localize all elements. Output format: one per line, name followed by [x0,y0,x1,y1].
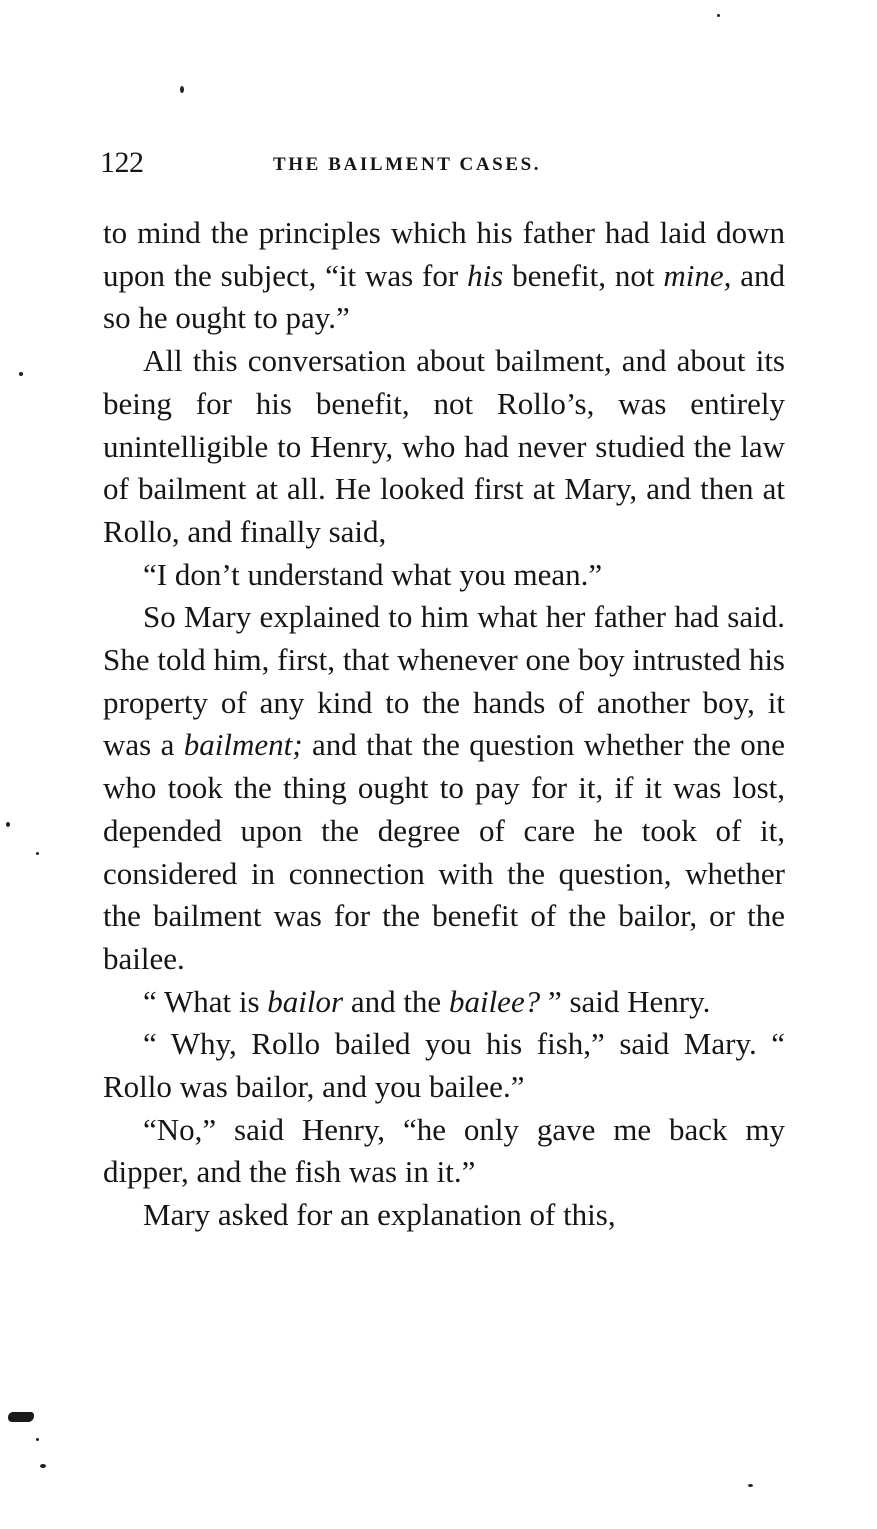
text-run: and the [343,983,449,1019]
text-run: to mind the principles which his father had laid down upon the subject, “it was for [103,215,785,293]
italic-run: bailment; [183,727,303,763]
running-head: THE BAILMENT CASES. [273,154,542,175]
page-number: 122 [100,146,144,179]
text-run: benefit, not [503,257,664,293]
text-run: “No,” said Henry, “he only gave me back my dipper, and the fish was in it.” [103,1111,785,1190]
scan-speck [180,86,184,93]
text-run: “ What is [143,983,268,1019]
scan-speck [6,822,10,827]
italic-run: bailee? [448,983,541,1019]
scan-speck [36,1438,39,1441]
page-header [100,146,790,182]
paragraph [103,981,785,1024]
scan-speck [36,852,39,855]
scan-speck [717,14,720,17]
paragraph [103,554,785,597]
paragraph [103,212,785,340]
scan-blot [8,1412,34,1422]
text-run: ” said Henry. [540,983,711,1019]
italic-run: mine, [663,257,732,293]
italic-run: his [467,257,504,293]
text-run: So Mary explained to him what her father had said. She told him, first, that whenever one boy intrusted his property of any kind to the hands of another boy, it was a [103,599,785,763]
italic-run: bailor [267,983,344,1019]
body-text [103,212,785,1237]
paragraph [103,596,785,980]
paragraph [103,340,785,554]
scan-speck [748,1484,753,1487]
paragraph [103,1109,785,1194]
text-run: All this conversation about bailment, and about its being for his benefit, not Rollo’s, was entirely unintelligible to Henry, who had never studied the law of bailment at all. He looked first at Mary, and then at Rollo, and finally said, [103,343,785,549]
text-run: “ Why, Rollo bailed you his fish,” said Mary. “ Rollo was bailor, and you bailee.” [103,1026,785,1105]
scan-speck [19,372,23,376]
text-run: “I don’t understand what you mean.” [143,556,603,592]
text-run: and so he ought to pay.” [103,257,785,336]
scan-speck [40,1464,46,1468]
text-run: Mary asked for an explanation of this, [143,1197,616,1233]
paragraph [103,1023,785,1108]
paragraph [103,1194,785,1237]
text-run: and that the question whether the one who took the thing ought to pay for it, if it was lost, depended upon the degree of care he took of it, considered in connection with the question, whether the bailment was for the benefit of the bailor, or the bailee. [103,727,785,976]
